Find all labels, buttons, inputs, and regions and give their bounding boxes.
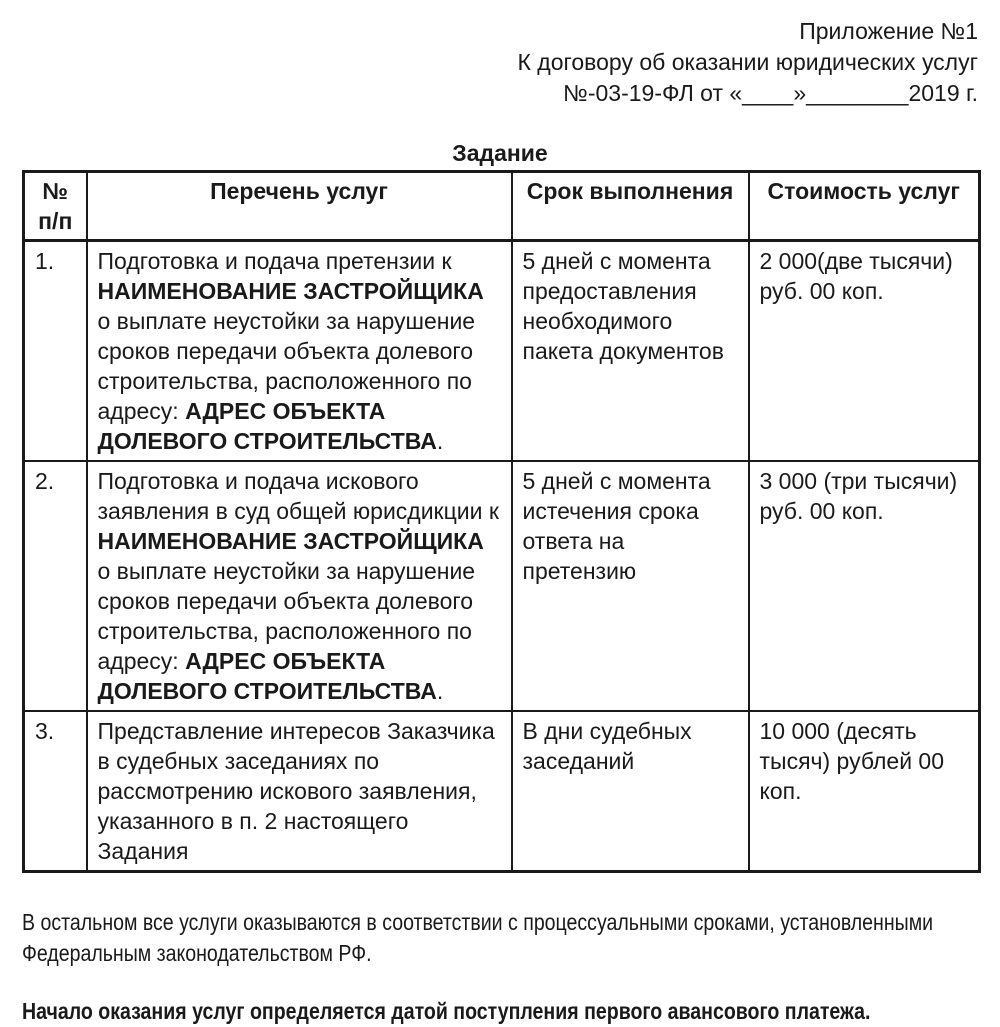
cost-cell: 3 000 (три тысячи) руб. 00 коп. xyxy=(749,461,980,711)
table-header-row xyxy=(24,172,980,241)
task-table xyxy=(22,170,981,873)
services-cell xyxy=(87,241,512,462)
services-text-segment: о выплате неустойки за нарушение сроков передачи объекта долевого строительства, расположенного по адресу: xyxy=(97,558,476,674)
table-row-1 xyxy=(24,241,980,462)
column-header-term: Срок выполнения xyxy=(512,172,749,241)
column-header-number-line1: № xyxy=(42,178,69,204)
cost-cell: 10 000 (десять тысяч) рублей 00 коп. xyxy=(749,711,980,872)
row-number-cell: 2. xyxy=(24,461,87,711)
footer-paragraph-service-start: Начало оказания услуг определяется датой поступления первого авансового платежа. xyxy=(22,998,871,1024)
cost-cell: 2 000(две тысячи) руб. 00 коп. xyxy=(749,241,980,462)
header-line-appendix: Приложение №1 xyxy=(799,18,978,44)
footer-paragraph-procedural-terms: В остальном все услуги оказываются в соответствии с процессуальными сроками, установленными Федеральным законодательством РФ. xyxy=(22,909,934,966)
services-text-segment-bold: НАИМЕНОВАНИЕ ЗАСТРОЙЩИКА xyxy=(97,278,484,304)
services-text-segment: Подготовка и подача искового заявления в суд общей юрисдикции к xyxy=(97,468,499,524)
services-cell xyxy=(87,461,512,711)
row-number-cell: 1. xyxy=(24,241,87,462)
term-cell: 5 дней с момента истечения срока ответа на претензию xyxy=(512,461,749,711)
column-header-cost: Стоимость услуг xyxy=(749,172,980,241)
table-title: Задание xyxy=(452,140,548,166)
table-row-3 xyxy=(24,711,980,872)
term-cell: 5 дней с момента предоставления необходимого пакета документов xyxy=(512,241,749,462)
services-text-segment-bold: НАИМЕНОВАНИЕ ЗАСТРОЙЩИКА xyxy=(97,528,484,554)
services-text-segment: . xyxy=(436,678,444,704)
row-number-cell: 3. xyxy=(24,711,87,872)
document-header xyxy=(22,16,978,109)
services-text-segment: о выплате неустойки за нарушение сроков передачи объекта долевого строительства, расположенного по адресу: xyxy=(97,308,476,424)
header-line-contract: К договору об оказании юридических услуг xyxy=(517,49,978,75)
column-header-services: Перечень услуг xyxy=(87,172,512,241)
column-header-number-line2: п/п xyxy=(38,208,73,234)
services-text-segment: Представление интересов Заказчика в судебных заседаниях по рассмотрению искового заявления, указанного в п. 2 настоящего Задания xyxy=(97,718,495,864)
column-header-number xyxy=(24,172,87,241)
services-text-segment-bold: АДРЕС ОБЪЕКТА ДОЛЕВОГО СТРОИТЕЛЬСТВА xyxy=(97,648,437,704)
services-text-segment-bold: АДРЕС ОБЪЕКТА ДОЛЕВОГО СТРОИТЕЛЬСТВА xyxy=(97,398,437,454)
services-text-segment: Подготовка и подача претензии к xyxy=(97,248,452,274)
term-cell: В дни судебных заседаний xyxy=(512,711,749,872)
header-line-number-date: №-03-19-ФЛ от «____»________2019 г. xyxy=(563,80,978,106)
table-row-2 xyxy=(24,461,980,711)
services-cell xyxy=(87,711,512,872)
services-text-segment: . xyxy=(436,428,444,454)
